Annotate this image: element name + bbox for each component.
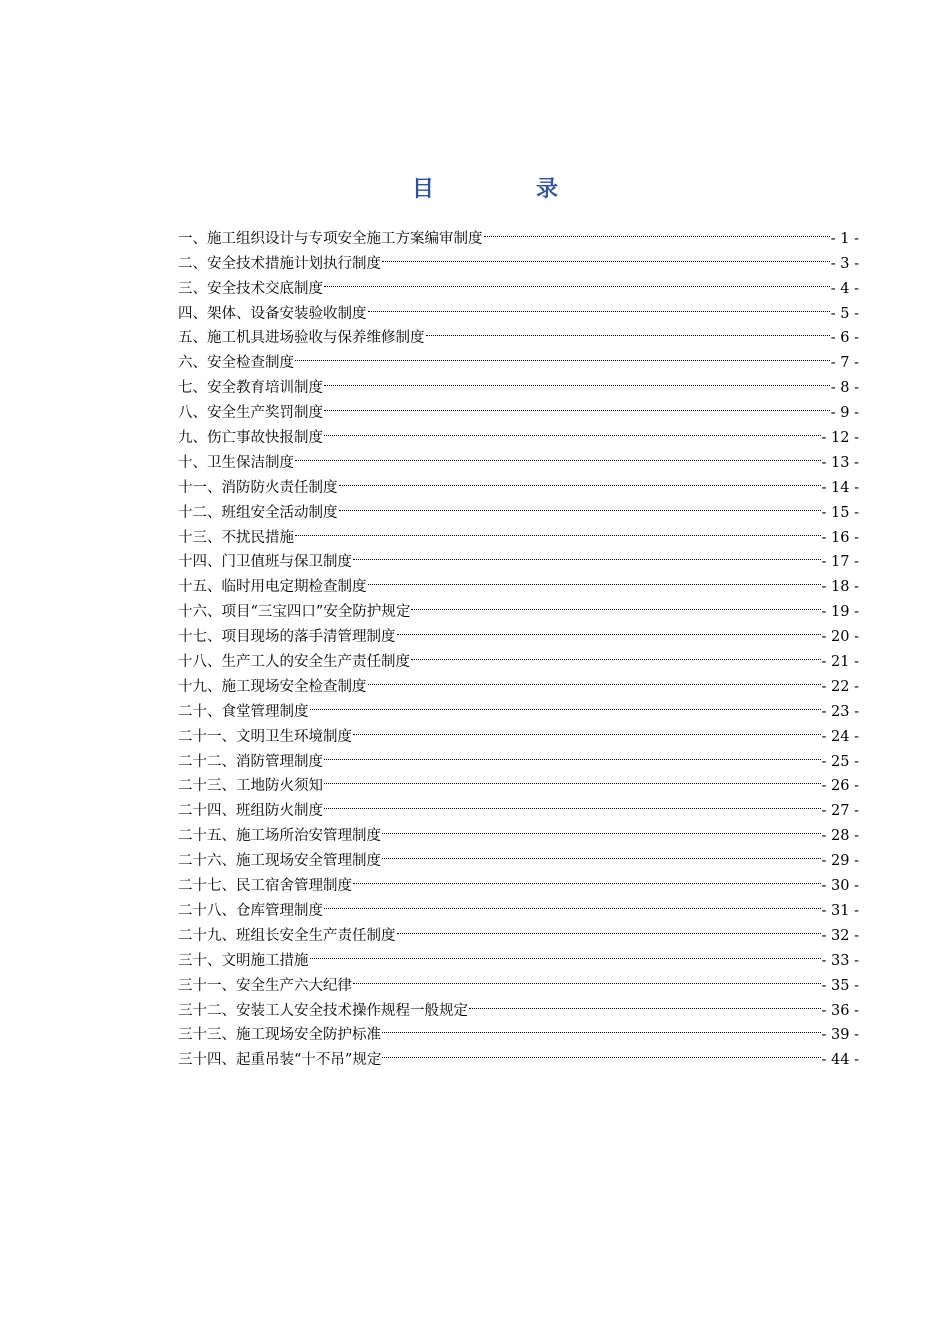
toc-entry-page-number: - 6 - [830,330,859,347]
toc-entry-page-number: - 32 - [821,927,859,944]
toc-entry-page-number: - 33 - [821,952,859,969]
toc-dot-leader [338,492,822,517]
toc-dot-leader [323,268,831,293]
toc-dot-leader [367,666,822,691]
toc-dot-leader [323,392,831,417]
toc-entry-title: 十六、项目“三宝四口”安全防护规定 [178,604,411,621]
toc-entry-title: 二十八、仓库管理制度 [178,902,323,919]
toc-entry-page-number: - 26 - [821,778,859,795]
toc-entry-title: 九、伤亡事故快报制度 [178,430,323,447]
toc-entry-title: 十七、项目现场的落手清管理制度 [178,629,396,646]
toc-entry-page-number: - 8 - [830,380,859,397]
toc-entry-page-number: - 24 - [821,728,859,745]
toc-dot-leader [381,840,822,865]
toc-entry-title: 三十三、施工现场安全防护标准 [178,1027,381,1044]
toc-entry[interactable] [178,218,859,247]
toc-dot-leader [381,243,831,268]
toc-entry-title: 二十六、施工现场安全管理制度 [178,853,381,870]
toc-dot-leader [352,716,822,741]
toc-entry-page-number: - 36 - [821,1002,859,1019]
toc-dot-leader [309,940,822,965]
toc-dot-leader [294,517,822,542]
toc-dot-leader [323,741,822,766]
toc-entry-title: 二十九、班组长安全生产责任制度 [178,927,396,944]
toc-dot-leader [323,417,822,442]
toc-entry-title: 十一、消防防火责任制度 [178,479,338,496]
toc-dot-leader [323,367,831,392]
toc-entry-page-number: - 25 - [821,753,859,770]
toc-entry-page-number: - 44 - [821,1052,859,1069]
toc-entry-title: 十、卫生保洁制度 [178,454,294,471]
toc-entry-page-number: - 4 - [830,280,859,297]
toc-entry-title: 二十、食堂管理制度 [178,703,309,720]
toc-entry-page-number: - 27 - [821,803,859,820]
toc-dot-leader [323,790,822,815]
toc-entry-page-number: - 5 - [830,305,859,322]
toc-entry-page-number: - 16 - [821,529,859,546]
toc-dot-leader [381,1015,822,1040]
toc-entry-title: 三十四、起重吊装“十不吊”规定 [178,1052,382,1069]
toc-entry-title: 三十二、安装工人安全技术操作规程一般规定 [178,1002,468,1019]
toc-dot-leader [410,641,822,666]
toc-entry-page-number: - 35 - [821,977,859,994]
toc-dot-leader [381,815,822,840]
toc-entry-page-number: - 13 - [821,454,859,471]
toc-entry-page-number: - 15 - [821,504,859,521]
toc-entry-title: 三十、文明施工措施 [178,952,309,969]
toc-entry-title: 十八、生产工人的安全生产责任制度 [178,654,410,671]
toc-entry-title: 十二、班组安全活动制度 [178,504,338,521]
toc-dot-leader [425,318,831,343]
toc-entry-page-number: - 39 - [821,1027,859,1044]
toc-dot-leader [294,342,831,367]
toc-dot-leader [468,990,822,1015]
toc-entry-page-number: - 3 - [830,255,859,272]
toc-entry-title: 六、安全检查制度 [178,355,294,372]
toc-entry-page-number: - 18 - [821,579,859,596]
toc-entry-page-number: - 31 - [821,902,859,919]
toc-entry-title: 七、安全教育培训制度 [178,380,323,397]
toc-dot-leader [352,542,822,567]
toc-entry-page-number: - 9 - [830,405,859,422]
toc-dot-leader [483,218,831,243]
toc-entry-title: 十九、施工现场安全检查制度 [178,678,367,695]
toc-dot-leader [367,566,822,591]
toc-entry-title: 十四、门卫值班与保卫制度 [178,554,352,571]
toc-dot-leader [352,965,822,990]
toc-entry-title: 十五、临时用电定期检查制度 [178,579,367,596]
toc-dot-leader [309,691,822,716]
toc-entry-title: 四、架体、设备安装验收制度 [178,305,367,322]
toc-entry-page-number: - 1 - [830,230,859,247]
toc-entry-page-number: - 28 - [821,828,859,845]
toc-entry-title: 八、安全生产奖罚制度 [178,405,323,422]
toc-entry-title: 二十一、文明卫生环境制度 [178,728,352,745]
toc-entry-page-number: - 21 - [821,654,859,671]
toc-entry-title: 一、施工组织设计与专项安全施工方案编审制度 [178,230,483,247]
toc-entry-page-number: - 7 - [830,355,859,372]
toc-entry-title: 二十七、民工宿舍管理制度 [178,878,352,895]
toc-entry-page-number: - 14 - [821,479,859,496]
toc-entry-title: 五、施工机具进场验收与保养维修制度 [178,330,425,347]
toc-entry-page-number: - 29 - [821,853,859,870]
toc-dot-leader [323,766,822,791]
toc-entry-page-number: - 19 - [821,604,859,621]
toc-dot-leader [338,467,822,492]
toc-entry-page-number: - 22 - [821,678,859,695]
toc-dot-leader [352,865,822,890]
toc-entry-title: 二、安全技术措施计划执行制度 [178,255,381,272]
toc-dot-leader [410,591,821,616]
toc-title: 目 录 [411,176,598,202]
toc-dot-leader [323,890,822,915]
toc-entry-title: 二十四、班组防火制度 [178,803,323,820]
toc-entry-page-number: - 17 - [821,554,859,571]
toc-dot-leader [294,442,822,467]
toc-entry-page-number: - 30 - [821,878,859,895]
toc-dot-leader [367,293,831,318]
toc-entry-title: 三、安全技术交底制度 [178,280,323,297]
toc-entry-page-number: - 12 - [821,430,859,447]
toc-entry-title: 二十二、消防管理制度 [178,753,323,770]
toc-entry-title: 三十一、安全生产六大纪律 [178,977,352,994]
table-of-contents [178,218,859,1069]
toc-entry-title: 二十五、施工场所治安管理制度 [178,828,381,845]
toc-dot-leader [381,1039,821,1064]
toc-entry-title: 二十三、工地防火须知 [178,778,323,795]
toc-entry-page-number: - 20 - [821,629,859,646]
toc-dot-leader [396,616,822,641]
toc-entry-title: 十三、不扰民措施 [178,529,294,546]
toc-dot-leader [396,915,822,940]
toc-entry-page-number: - 23 - [821,703,859,720]
